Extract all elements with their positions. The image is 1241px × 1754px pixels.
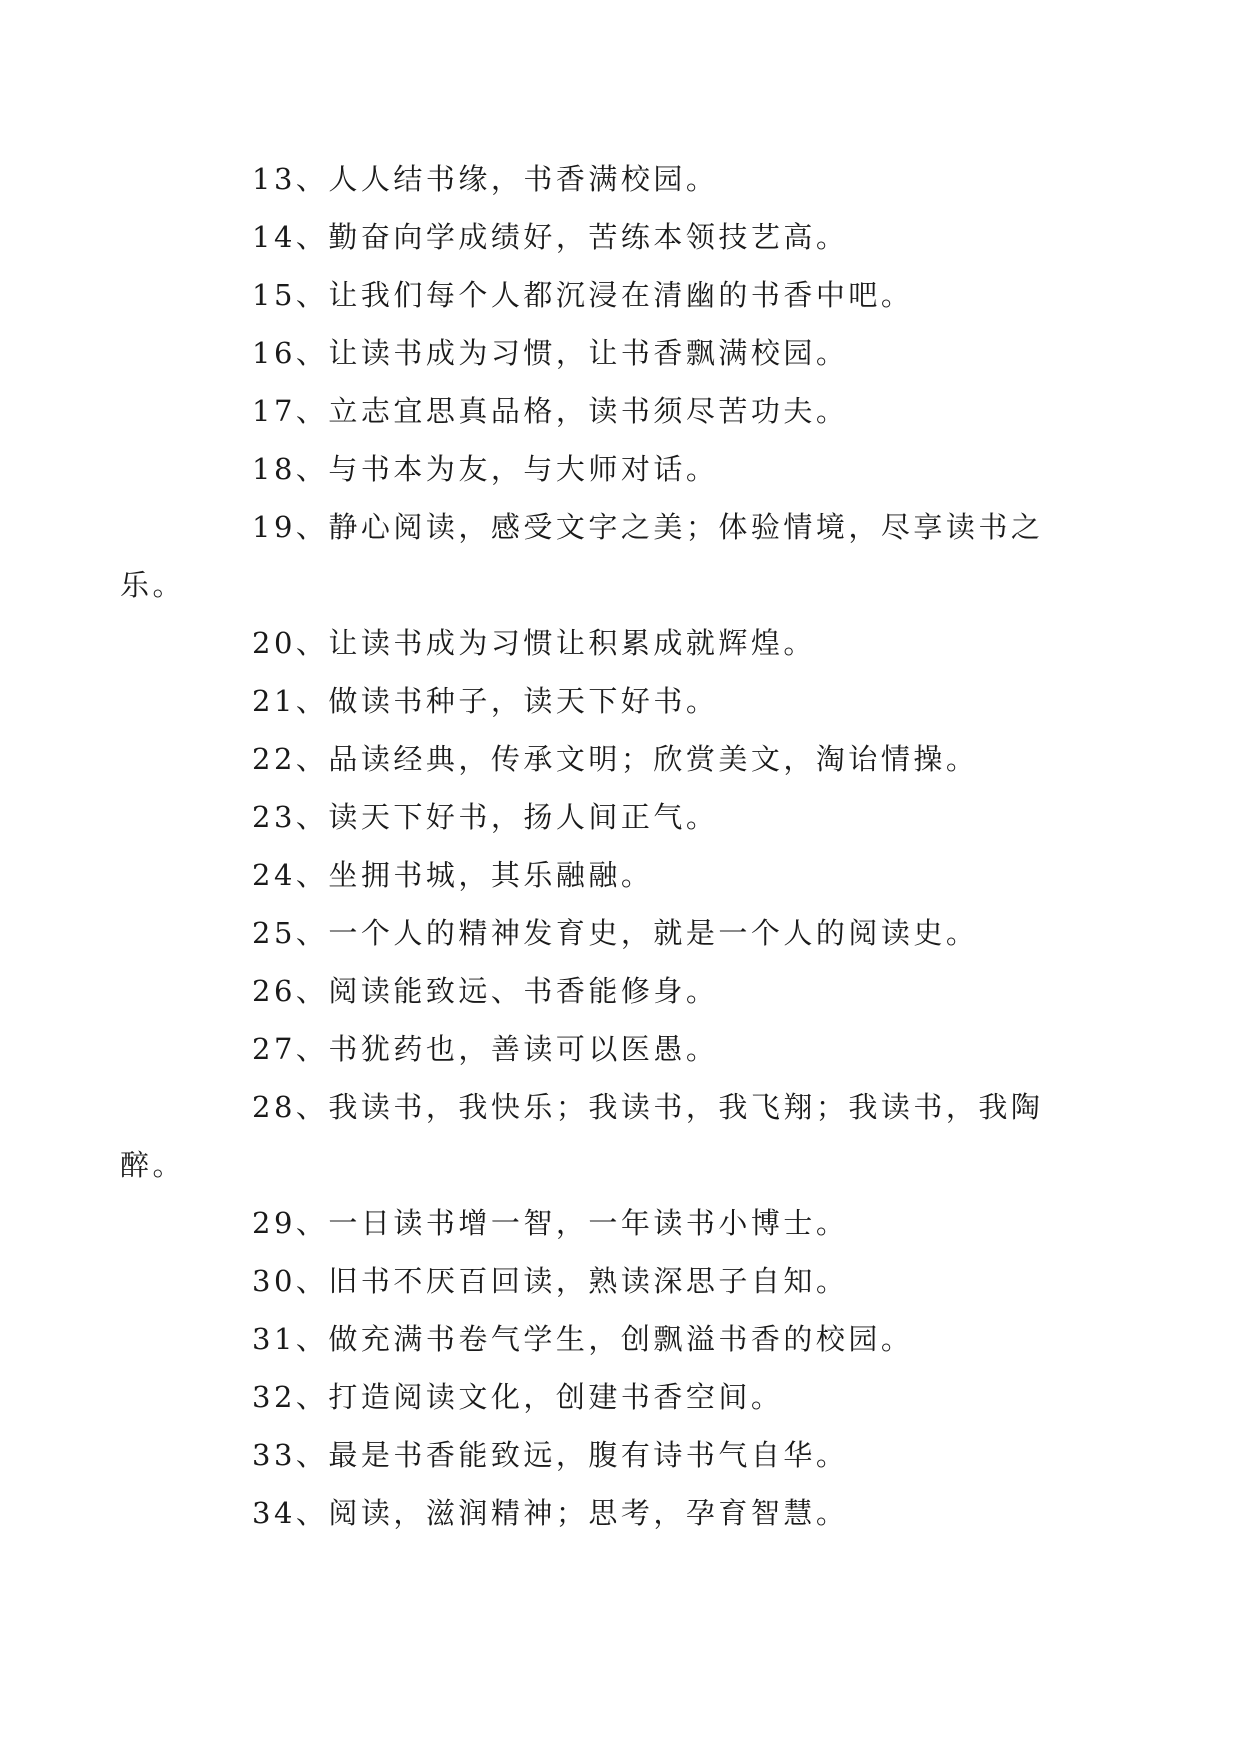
text-line: 13、人人结书缘，书香满校园。 xyxy=(252,162,719,196)
text-line: 17、立志宜思真品格，读书须尽苦功夫。 xyxy=(252,394,849,428)
text-line: 19、静心阅读，感受文字之美；体验情境，尽享读书之 xyxy=(252,510,1044,544)
list-item xyxy=(186,1426,1056,1484)
list-item xyxy=(186,382,1056,440)
list-item xyxy=(120,1078,1056,1194)
list-item xyxy=(186,904,1056,962)
list-item xyxy=(186,440,1056,498)
text-line: 29、一日读书增一智，一年读书小博士。 xyxy=(252,1206,849,1240)
list-item xyxy=(186,672,1056,730)
text-line: 33、最是书香能致远，腹有诗书气自华。 xyxy=(252,1438,849,1472)
slogan-list xyxy=(120,150,1056,1542)
list-item xyxy=(186,846,1056,904)
list-item xyxy=(186,1020,1056,1078)
text-line: 14、勤奋向学成绩好，苦练本领技艺高。 xyxy=(252,220,849,254)
text-line-continuation: 乐。 xyxy=(120,568,186,602)
list-item xyxy=(186,614,1056,672)
list-item xyxy=(186,1368,1056,1426)
text-line: 16、让读书成为习惯，让书香飘满校园。 xyxy=(252,336,849,370)
text-line: 21、做读书种子，读天下好书。 xyxy=(252,684,719,718)
text-line: 30、旧书不厌百回读，熟读深思子自知。 xyxy=(252,1264,849,1298)
list-item xyxy=(186,1194,1056,1252)
text-line: 28、我读书，我快乐；我读书，我飞翔；我读书，我陶 xyxy=(252,1090,1044,1124)
text-line: 25、一个人的精神发育史，就是一个人的阅读史。 xyxy=(252,916,979,950)
list-item xyxy=(186,1484,1056,1542)
text-line: 20、让读书成为习惯让积累成就辉煌。 xyxy=(252,626,816,660)
text-line: 31、做充满书卷气学生，创飘溢书香的校园。 xyxy=(252,1322,914,1356)
list-item xyxy=(186,1310,1056,1368)
list-item xyxy=(186,150,1056,208)
text-line: 22、品读经典，传承文明；欣赏美文，淘诒情操。 xyxy=(252,742,979,776)
list-item xyxy=(186,788,1056,846)
text-line: 26、阅读能致远、书香能修身。 xyxy=(252,974,719,1008)
text-line: 15、让我们每个人都沉浸在清幽的书香中吧。 xyxy=(252,278,914,312)
text-line: 23、读天下好书，扬人间正气。 xyxy=(252,800,719,834)
text-line: 32、打造阅读文化，创建书香空间。 xyxy=(252,1380,784,1414)
list-item xyxy=(186,324,1056,382)
text-line: 24、坐拥书城，其乐融融。 xyxy=(252,858,654,892)
list-item xyxy=(186,266,1056,324)
text-line: 18、与书本为友，与大师对话。 xyxy=(252,452,719,486)
list-item xyxy=(120,498,1056,614)
list-item xyxy=(186,208,1056,266)
text-line-continuation: 醉。 xyxy=(120,1148,186,1182)
text-line: 27、书犹药也，善读可以医愚。 xyxy=(252,1032,719,1066)
list-item xyxy=(186,1252,1056,1310)
text-line: 34、阅读，滋润精神；思考，孕育智慧。 xyxy=(252,1496,849,1530)
list-item xyxy=(186,730,1056,788)
list-item xyxy=(186,962,1056,1020)
